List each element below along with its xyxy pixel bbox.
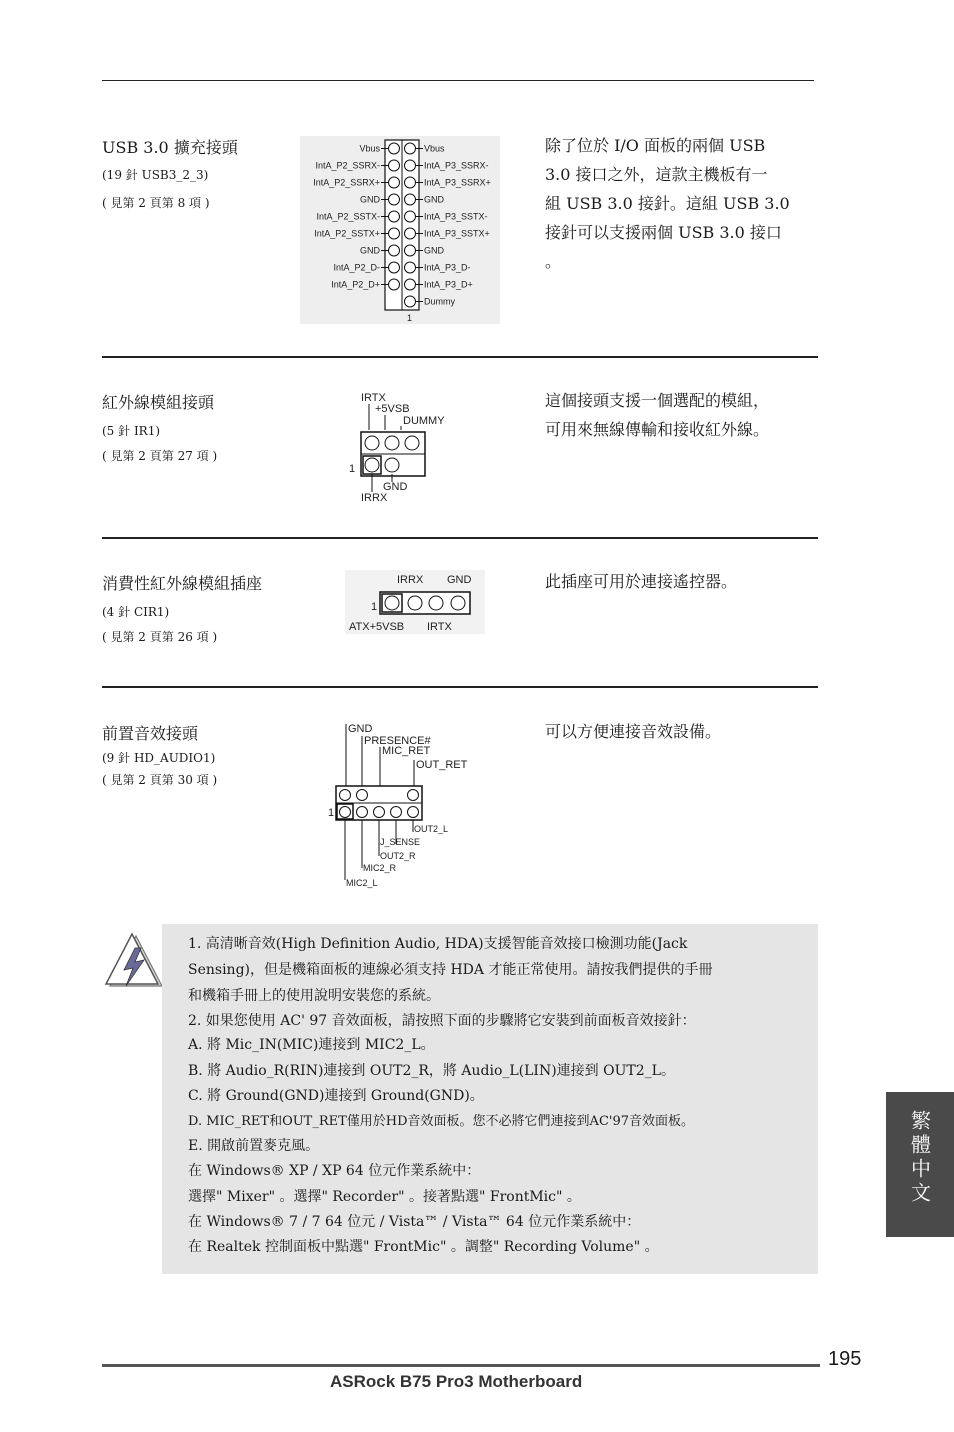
usb3-sub2: ( 見第 2 頁第 8 項 ) <box>102 196 210 210</box>
note-line: 在 Windows® 7 / 7 64 位元 / Vista™ / Vista™ 64 位元作業系統中： <box>188 1214 641 1230</box>
note-line: D. MIC_RET和OUT_RET僅用於HD音效面板。您不必將它們連接到AC'97音效面板。 <box>188 1114 695 1129</box>
audio-sub1: (9 針 HD_AUDIO1) <box>102 751 216 765</box>
section-divider <box>102 537 818 539</box>
usb3-desc-line: 組 USB 3.0 接針。這組 USB 3.0 <box>545 194 790 213</box>
audio-label-gnd: GND <box>348 723 373 735</box>
ir-desc <box>545 386 820 444</box>
ir-pin1-label: 1 <box>349 463 356 475</box>
usb3-title: USB 3.0 擴充接頭 <box>102 138 238 157</box>
usb3-left-pin-label: IntA_P2_SSRX+ <box>313 177 380 188</box>
usb3-left-pin-label: IntA_P2_SSTX+ <box>314 228 380 239</box>
audio-label-micret: MIC_RET <box>382 745 431 757</box>
usb3-right-pin-label: Vbus <box>424 143 445 154</box>
audio-label-out2l: OUT2_L <box>414 824 449 834</box>
audio-pinout-diagram <box>326 720 476 892</box>
ir-label-5vsb: +5VSB <box>375 403 410 415</box>
note-line: 1. 高清晰音效(High Definition Audio, HDA)支援智能音效接口檢測功能(Jack <box>188 936 688 952</box>
language-side-tab <box>886 1092 954 1237</box>
side-tab-label: 繁體中文 <box>907 1110 932 1206</box>
note-line: B. 將 Audio_R(RIN)連接到 OUT2_R，將 Audio_L(LIN)連接到 OUT2_L。 <box>188 1063 675 1079</box>
usb3-right-pin-label: Dummy <box>424 296 455 307</box>
usb3-right-pin-label: IntA_P3_SSRX- <box>424 160 489 171</box>
usb3-left-pin-label: IntA_P2_SSRX- <box>315 160 380 171</box>
usb3-desc <box>545 131 820 276</box>
audio-desc <box>545 717 820 746</box>
usb3-right-pin-label: IntA_P3_SSRX+ <box>424 177 491 188</box>
cir-pin1-label: 1 <box>371 601 378 613</box>
usb3-desc-line: 。 <box>545 252 562 271</box>
usb3-right-pin-label: IntA_P3_SSTX- <box>424 211 488 222</box>
audio-sub2: ( 見第 2 頁第 30 項 ) <box>102 773 218 787</box>
top-rule <box>102 80 814 81</box>
note-line: 和機箱手冊上的使用說明安裝您的系統。 <box>188 988 440 1004</box>
audio-label-presence: PRESENCE# <box>364 735 431 747</box>
audio-label-mic2r: MIC2_R <box>363 863 397 873</box>
section-divider <box>102 686 818 688</box>
audio-title: 前置音效接頭 <box>102 724 199 743</box>
ir-desc-line: 可用來無線傳輸和接收紅外線。 <box>545 420 770 439</box>
cir-label-gnd: GND <box>447 574 472 586</box>
cir-label-atx5vsb: ATX+5VSB <box>349 621 405 633</box>
ir-sub1: (5 針 IR1) <box>102 424 161 438</box>
note-line: A. 將 Mic_IN(MIC)連接到 MIC2_L。 <box>188 1037 435 1053</box>
note-line: 在 Realtek 控制面板中點選" FrontMic" 。調整" Recording Volume" 。 <box>188 1239 659 1255</box>
audio-pin1-label: 1 <box>328 807 335 819</box>
cir-desc-line: 此插座可用於連接遙控器。 <box>545 572 738 591</box>
cir-sub2: ( 見第 2 頁第 26 項 ) <box>102 630 218 644</box>
ir-label-dummy: DUMMY <box>403 415 445 427</box>
usb3-desc-line: 3.0 接口之外，這款主機板有一 <box>545 165 768 184</box>
ir-desc-line: 這個接頭支援一個選配的模組， <box>545 391 770 410</box>
ir-pinout-diagram <box>345 390 465 505</box>
usb3-left-pin-label: IntA_P2_SSTX- <box>316 211 380 222</box>
cir-title: 消費性紅外線模組插座 <box>102 574 263 593</box>
cir-sub1: (4 針 CIR1) <box>102 605 170 619</box>
usb3-pin1-label: 1 <box>407 313 413 323</box>
usb3-sub1: (19 針 USB3_2_3) <box>102 168 209 182</box>
usb3-right-pin-label: IntA_P3_SSTX+ <box>424 228 490 239</box>
usb3-left-pin-label: GND <box>360 194 380 205</box>
caution-icon <box>104 930 164 992</box>
usb3-right-pin-label: IntA_P3_D+ <box>424 279 473 290</box>
audio-label-outret: OUT_RET <box>416 759 468 771</box>
usb3-left-pin-label: GND <box>360 245 380 256</box>
usb3-left-pin-label: IntA_P2_D- <box>333 262 380 273</box>
ir-title: 紅外線模組接頭 <box>102 393 215 412</box>
note-line: 選擇" Mixer" 。選擇" Recorder" 。接著點選" FrontMic" 。 <box>188 1189 581 1205</box>
section-divider <box>102 356 818 358</box>
cir-label-irtx: IRTX <box>427 621 452 633</box>
ir-label-gnd: GND <box>383 481 408 493</box>
audio-label-jsense: J_SENSE <box>380 837 421 847</box>
usb3-desc-line: 接針可以支援兩個 USB 3.0 接口 <box>545 223 782 242</box>
audio-label-mic2l: MIC2_L <box>346 878 378 888</box>
ir-sub2: ( 見第 2 頁第 27 項 ) <box>102 449 218 463</box>
usb3-right-pin-label: IntA_P3_D- <box>424 262 471 273</box>
audio-label-out2r: OUT2_R <box>380 851 416 861</box>
cir-header-body <box>380 592 470 614</box>
note-line: E. 開啟前置麥克風。 <box>188 1138 320 1154</box>
cir-desc <box>545 567 820 596</box>
usb3-right-pin-label: GND <box>424 194 444 205</box>
usb3-desc-line: 除了位於 I/O 面板的兩個 USB <box>545 136 766 155</box>
footer-title: ASRock B75 Pro3 Motherboard <box>330 1372 583 1391</box>
page-number: 195 <box>828 1348 862 1370</box>
ir-label-irtx: IRTX <box>361 392 386 404</box>
usb3-right-pin-label: GND <box>424 245 444 256</box>
note-line: Sensing)，但是機箱面板的連線必須支持 HDA 才能正常使用。請按我們提供的手冊 <box>188 962 713 978</box>
usb3-pinout-diagram <box>300 136 500 324</box>
audio-desc-line: 可以方便連接音效設備。 <box>545 722 722 741</box>
note-line: 在 Windows® XP / XP 64 位元作業系統中： <box>188 1163 481 1179</box>
cir-label-irrx: IRRX <box>397 574 424 586</box>
note-line: C. 將 Ground(GND)連接到 Ground(GND)。 <box>188 1088 484 1104</box>
note-line: 2. 如果您使用 AC' 97 音效面板，請按照下面的步驟將它安裝到前面板音效接針： <box>188 1013 696 1029</box>
usb3-left-pin-label: IntA_P2_D+ <box>331 279 380 290</box>
ir-label-irrx: IRRX <box>361 492 388 504</box>
usb3-left-pin-label: Vbus <box>359 143 380 154</box>
footer-bar <box>102 1364 820 1367</box>
cir-pinout-diagram <box>345 570 485 634</box>
